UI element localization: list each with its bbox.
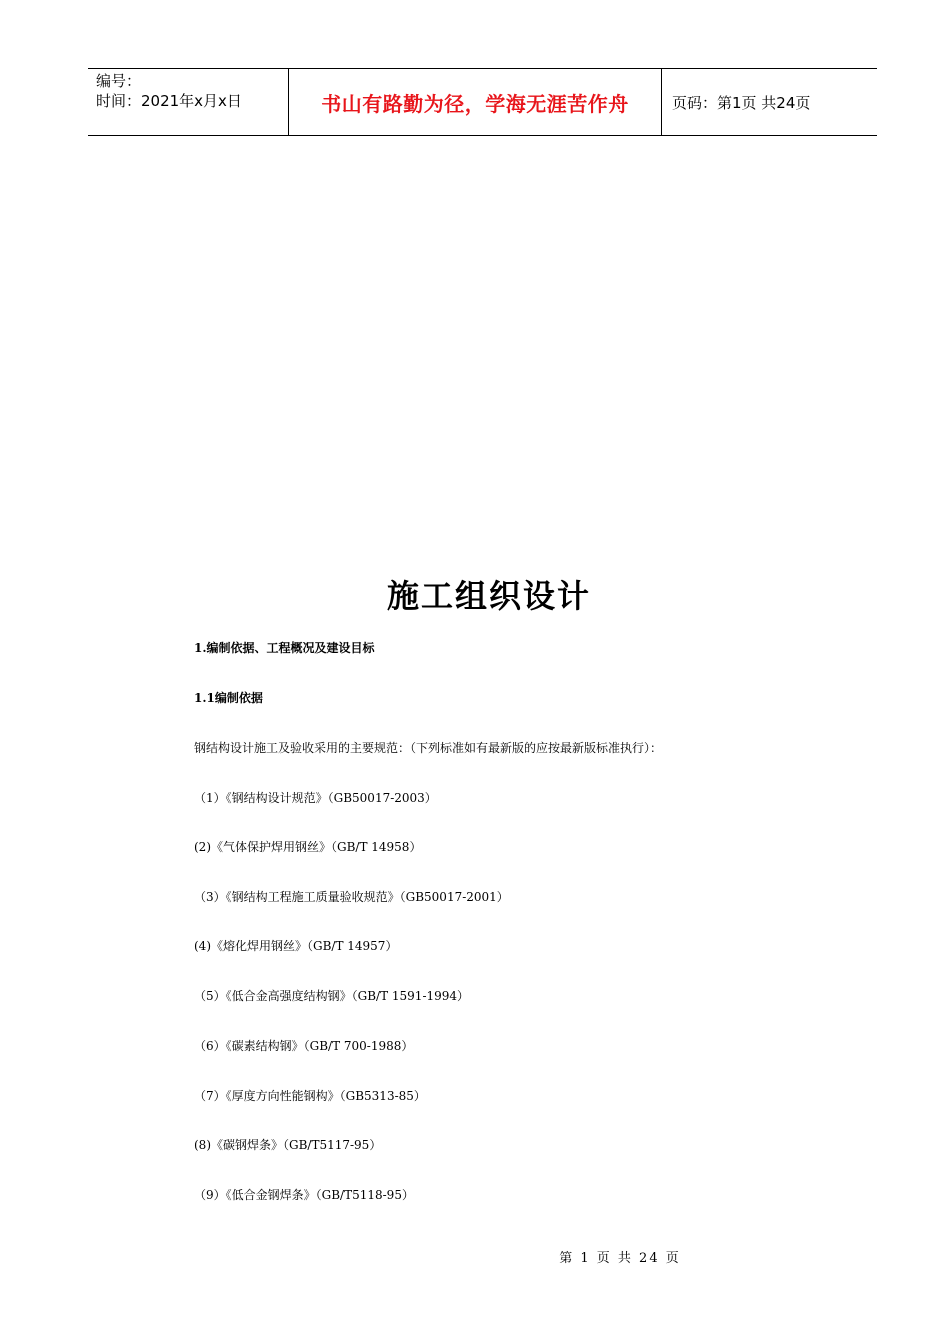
standard-item: (8)《碳钢焊条》（GB/T5117-95） — [194, 1138, 382, 1152]
standard-item: (4)《熔化焊用钢丝》（GB/T 14957） — [194, 939, 398, 953]
header-motto: 书山有路勤为径，学海无涯苦作舟 — [289, 69, 662, 135]
page-footer: 第 1 页 共 24 页 — [559, 1251, 681, 1266]
header-meta — [88, 69, 289, 135]
page-header — [88, 68, 877, 136]
standard-item: （6）《碳素结构钢》（GB/T 700-1988） — [194, 1039, 414, 1053]
time-label: 时间：2021年x月x日 — [96, 92, 242, 110]
header-page-label: 页码：第1页 共24页 — [672, 93, 811, 112]
standard-item: (2)《气体保护焊用钢丝》（GB/T 14958） — [194, 840, 422, 854]
standard-item: （1）《钢结构设计规范》（GB50017-2003） — [194, 791, 437, 805]
section-heading-1-1: 1.1编制依据 — [194, 691, 263, 705]
document-title: 施工组织设计 — [386, 577, 591, 615]
standard-item: （7）《厚度方向性能钢构》（GB5313-85） — [194, 1089, 426, 1103]
standard-item: （9）《低合金钢焊条》（GB/T5118-95） — [194, 1188, 414, 1202]
section-heading-1: 1.编制依据、工程概况及建设目标 — [194, 641, 375, 655]
standard-item: （5）《低合金高强度结构钢》（GB/T 1591-1994） — [194, 989, 470, 1003]
intro-paragraph: 钢结构设计施工及验收采用的主要规范：（下列标准如有最新版的应按最新版标准执行）： — [194, 741, 663, 755]
standard-item: （3）《钢结构工程施工质量验收规范》（GB50017-2001） — [194, 890, 509, 904]
code-label: 编号： — [96, 72, 142, 90]
